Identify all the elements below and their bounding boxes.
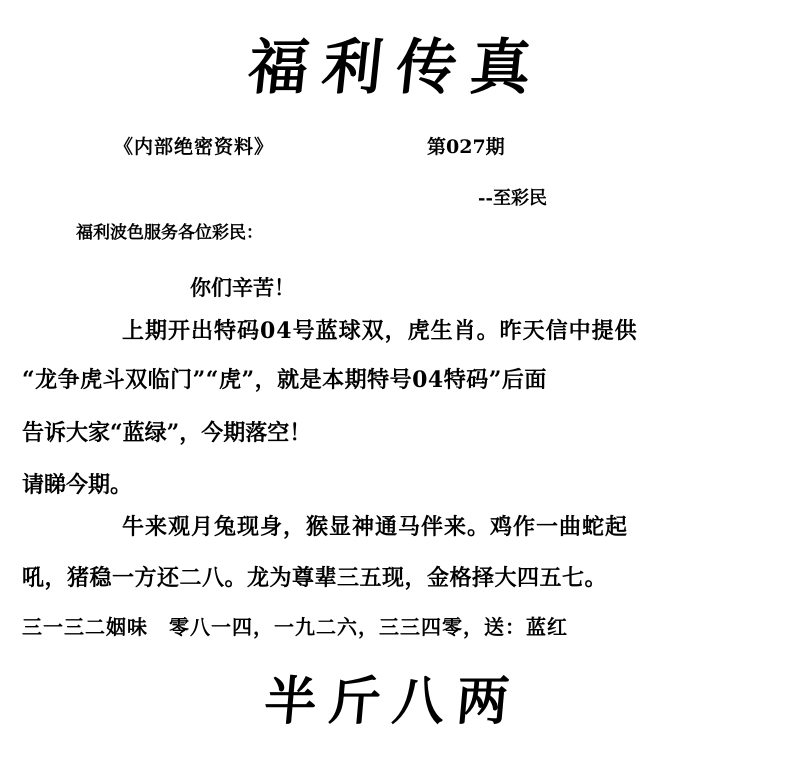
- document-subtitle: 《内部绝密资料》: [114, 136, 275, 158]
- paragraph-2: 请睇今期。: [22, 472, 133, 498]
- paragraph-1-line-1: 上期开出特码04号蓝球双，虎生肖。昨天信中提供: [122, 318, 638, 344]
- sender-line: --至彩民: [478, 188, 547, 209]
- footer-slogan: 半斤八两: [261, 671, 524, 732]
- paragraph-3-line-1: 牛来观月兔现身，猴显神通马伴来。鸡作一曲蛇起: [122, 514, 629, 540]
- greeting: 你们辛苦！: [190, 275, 295, 300]
- salutation: 福利波色服务各位彩民：: [76, 223, 263, 243]
- paragraph-3-line-3: 三一三二姻味 零八一四，一九二六，三三四零，送：蓝红: [22, 615, 568, 639]
- issue-number: 第027期: [427, 136, 505, 158]
- paragraph-1-line-2: “龙争虎斗双临门”“虎”，就是本期特号04特码”后面: [22, 367, 547, 393]
- paragraph-3-line-2: 吼，猪稳一方还二八。龙为尊辈三五现，金格择大四五七。: [22, 565, 608, 591]
- document-title: 福利传真: [244, 33, 549, 103]
- paragraph-1-line-3: 告诉大家“蓝绿”，今期落空！: [22, 420, 312, 446]
